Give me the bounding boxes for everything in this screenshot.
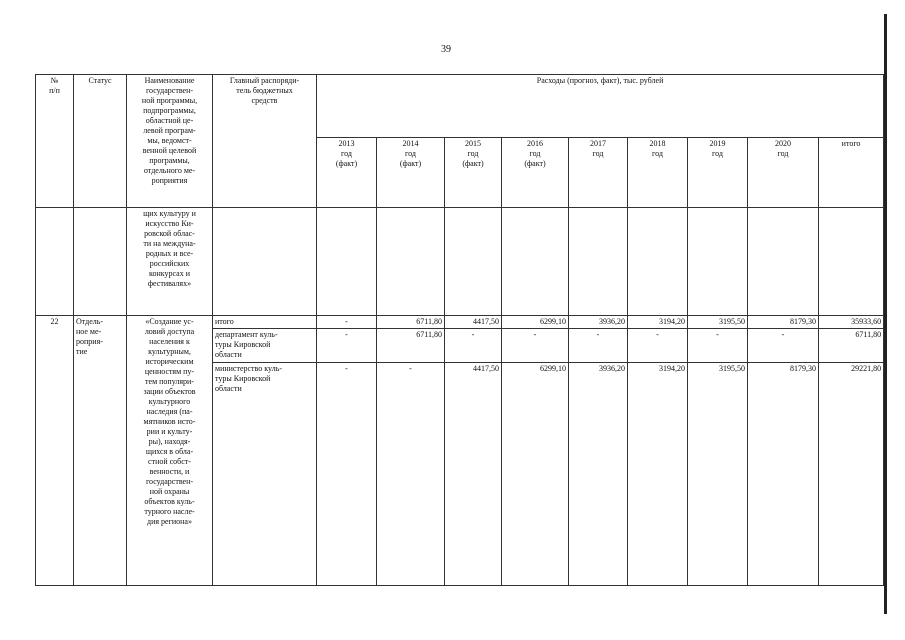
value-cell: 8179,30 [748, 316, 819, 329]
continuation-row [36, 208, 884, 316]
value-cell: - [502, 329, 569, 363]
manager-department: департамент куль- туры Кировской области [213, 329, 317, 363]
value-cell: 6711,80 [377, 316, 445, 329]
value-cell: 6299,10 [502, 363, 569, 586]
cell-empty [628, 208, 688, 316]
value-cell: 29221,80 [819, 363, 884, 586]
cell-empty [688, 208, 748, 316]
header-status: Статус [74, 75, 127, 208]
value-cell: 35933,60 [819, 316, 884, 329]
cell-empty [36, 208, 74, 316]
continuation-name: щих культуру и искусство Ки- ровской облас- ти на междуна- родных и все- российских конкурсах и фестивалях» [127, 208, 213, 316]
value-cell: - [317, 363, 377, 586]
year-2017: 2017 год [569, 138, 628, 208]
year-2018: 2018 год [628, 138, 688, 208]
year-2015: 2015 год (факт) [445, 138, 502, 208]
value-cell: 3195,50 [688, 363, 748, 586]
header-name: Наименование государствен- ной программы, подпрограммы, областной це- левой програм- мы, ведомст- венной целевой программы, отдельного ме- роприятия [127, 75, 213, 208]
value-cell: - [317, 329, 377, 363]
cell-empty [502, 208, 569, 316]
value-cell: 3194,20 [628, 363, 688, 586]
value-cell: - [445, 329, 502, 363]
year-2014: 2014 год (факт) [377, 138, 445, 208]
value-cell: - [317, 316, 377, 329]
value-cell: 6711,80 [377, 329, 445, 363]
value-cell: 3194,20 [628, 316, 688, 329]
cell-empty [213, 208, 317, 316]
value-cell: 3936,20 [569, 316, 628, 329]
manager-total: итого [213, 316, 317, 329]
value-cell: - [569, 329, 628, 363]
year-2016: 2016 год (факт) [502, 138, 569, 208]
header-row-top [36, 75, 884, 138]
value-cell: 6711,80 [819, 329, 884, 363]
page-number: 39 [441, 44, 451, 55]
cell-empty [748, 208, 819, 316]
year-2019: 2019 год [688, 138, 748, 208]
table-row-total [36, 316, 884, 329]
value-cell: 6299,10 [502, 316, 569, 329]
value-cell: - [748, 329, 819, 363]
value-cell: 3936,20 [569, 363, 628, 586]
cell-empty [445, 208, 502, 316]
manager-ministry: министерство куль- туры Кировской области [213, 363, 317, 586]
cell-empty [569, 208, 628, 316]
value-cell: 4417,50 [445, 363, 502, 586]
year-2013: 2013 год (факт) [317, 138, 377, 208]
cell-empty [377, 208, 445, 316]
cell-empty [819, 208, 884, 316]
value-cell: - [688, 329, 748, 363]
budget-table [35, 74, 884, 586]
header-expenses: Расходы (прогноз, факт), тыс. рублей [317, 75, 884, 138]
page-margin-line [884, 14, 887, 614]
value-cell: 3195,50 [688, 316, 748, 329]
header-manager: Главный распоряди- тель бюджетных средств [213, 75, 317, 208]
cell-empty [317, 208, 377, 316]
item-num: 22 [36, 316, 74, 586]
value-cell: - [377, 363, 445, 586]
year-2020: 2020 год [748, 138, 819, 208]
header-num: № п/п [36, 75, 74, 208]
item-name: «Создание ус- ловий доступа населения к культурным, историческим ценностям пу- тем популяри- зации объектов культурного наследия (па- мятников исто- рии и культу- ры), находя- щихся в обла- стной собст- венности, и государствен- ной охраны объектов куль- турного насле- дия региона» [127, 316, 213, 586]
cell-empty [74, 208, 127, 316]
item-status: Отдель- ное ме- роприя- тие [74, 316, 127, 586]
value-cell: 4417,50 [445, 316, 502, 329]
value-cell: 8179,30 [748, 363, 819, 586]
value-cell: - [628, 329, 688, 363]
year-total: итого [819, 138, 884, 208]
